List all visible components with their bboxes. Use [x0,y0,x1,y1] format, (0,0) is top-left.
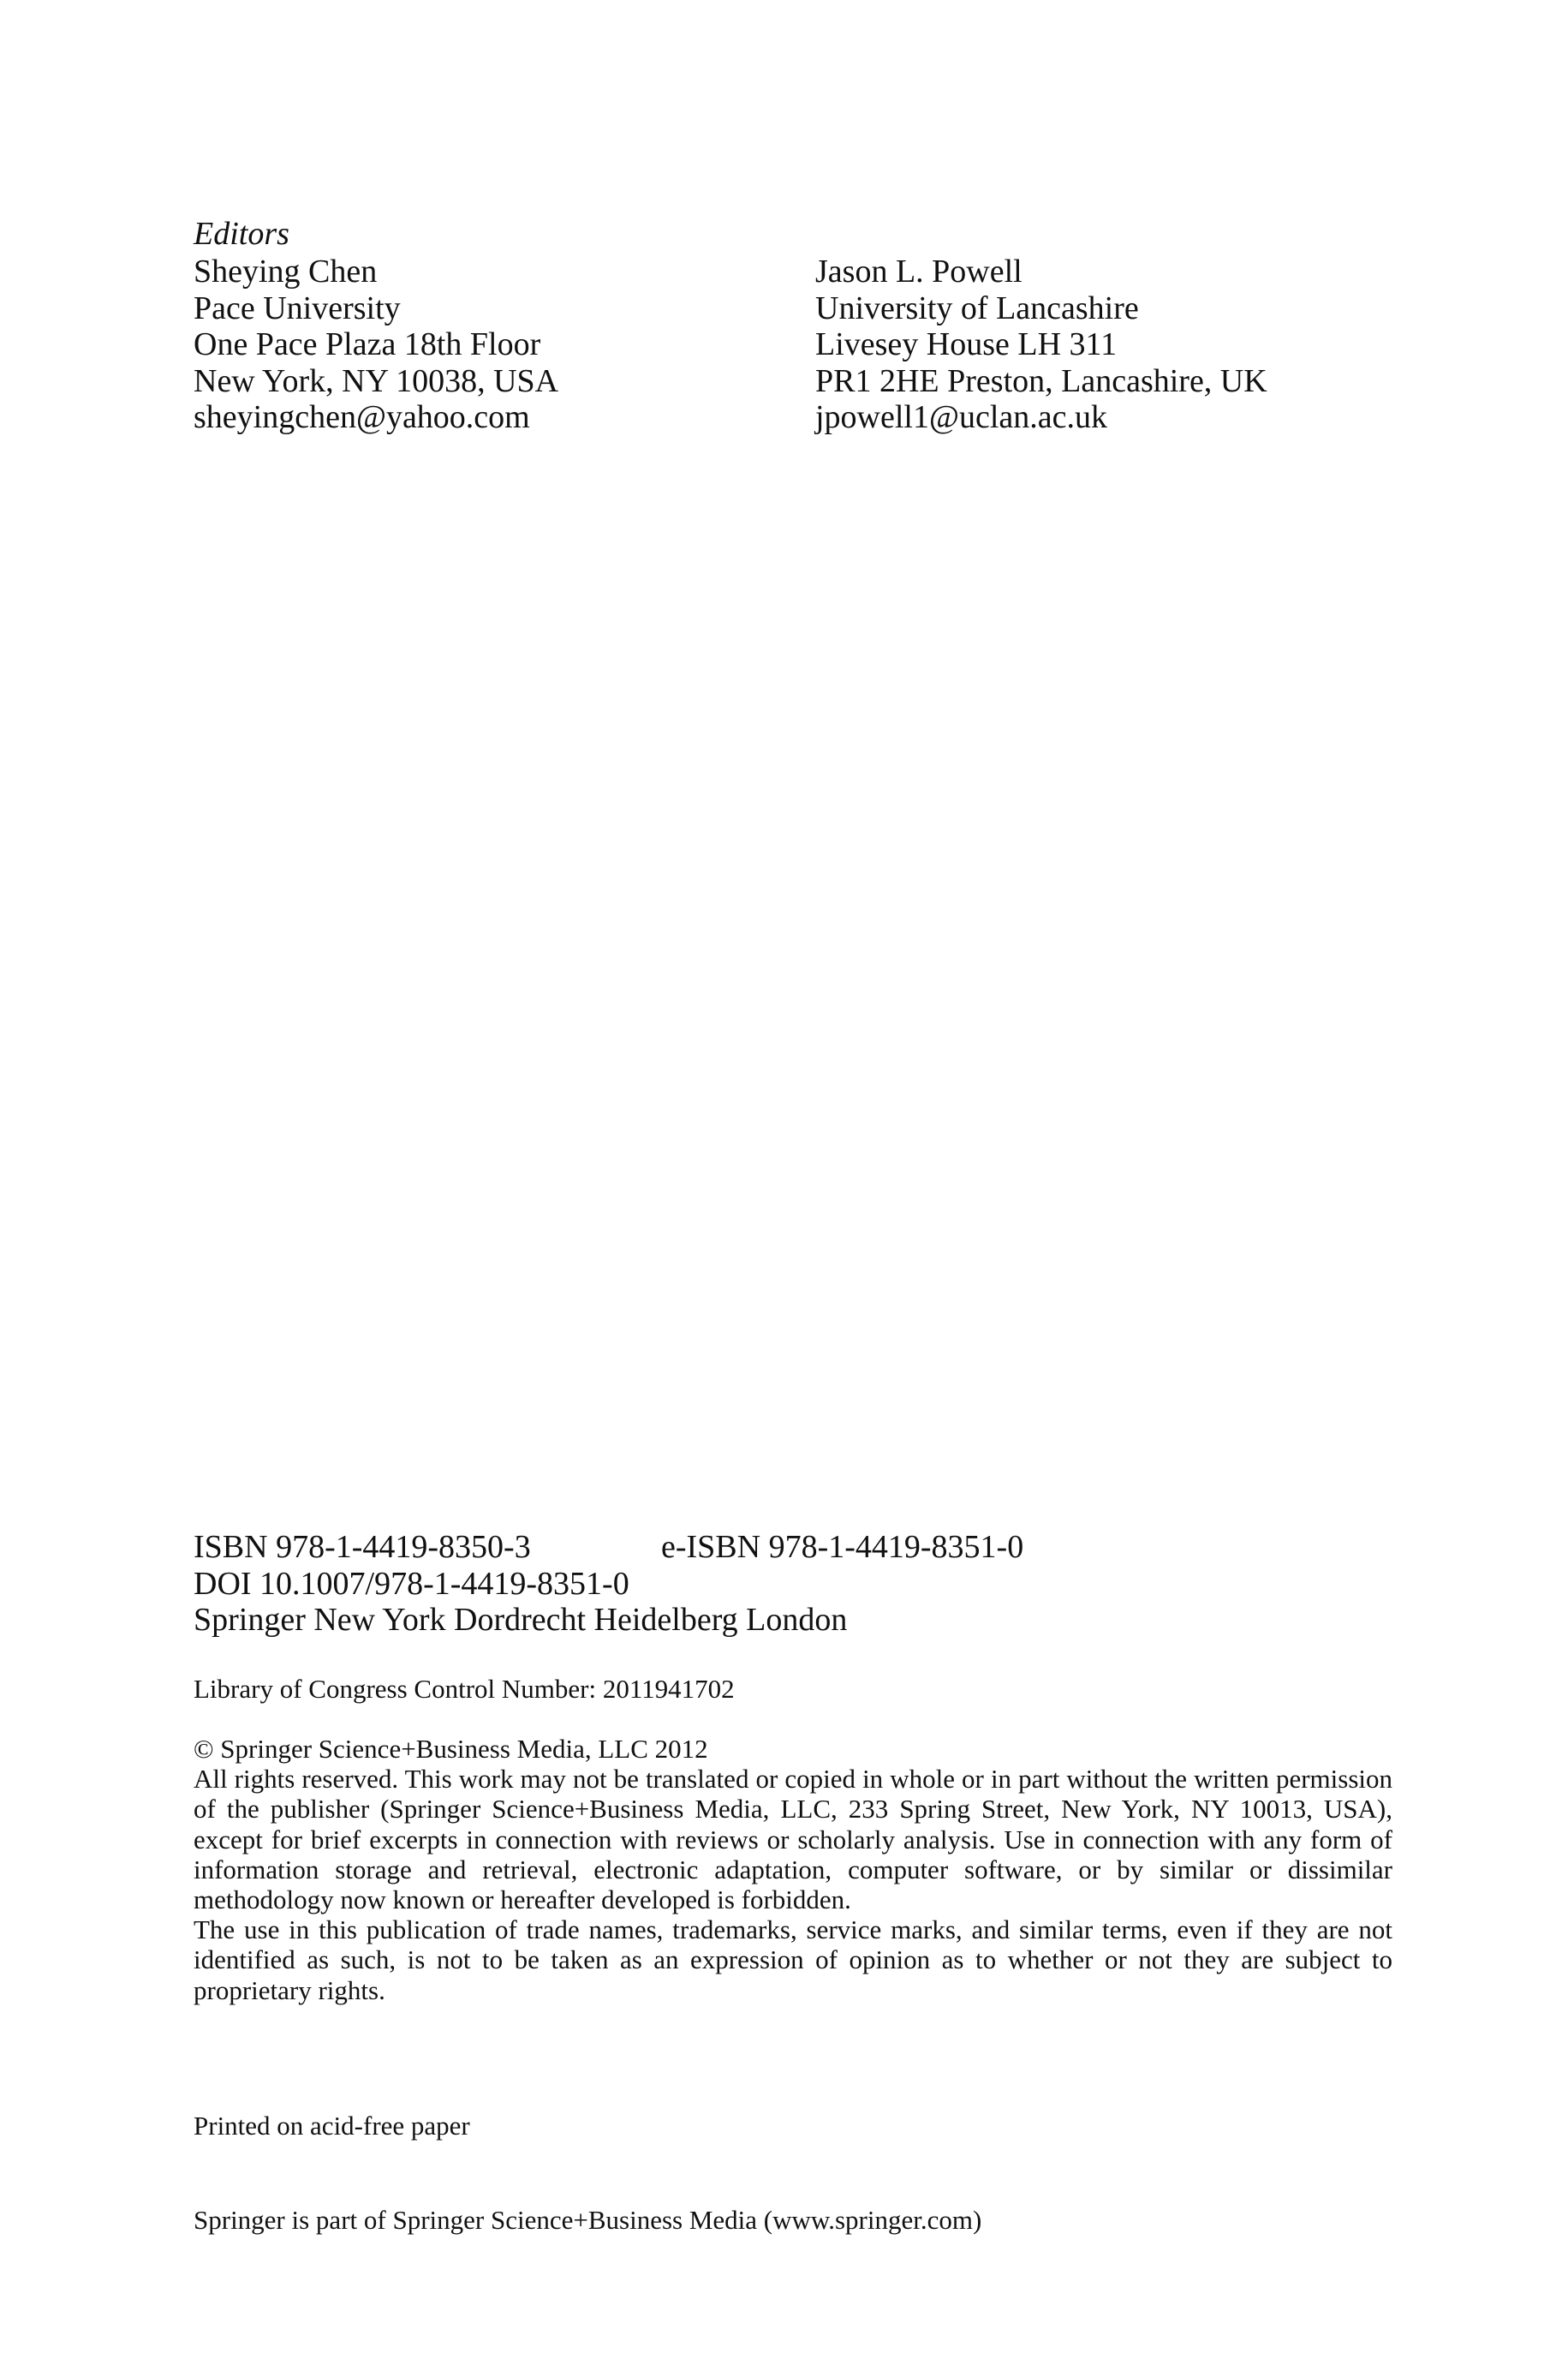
printed-note: Printed on acid-free paper [194,2111,470,2141]
editor-email: sheyingchen@yahoo.com [194,399,530,435]
editor-affiliation: Pace University [194,290,401,326]
springer-part-note: Springer is part of Springer Science+Business Media (www.springer.com) [194,2205,982,2235]
publisher-line: Springer New York Dordrecht Heidelberg London [194,1602,848,1638]
editor-address-line2: PR1 2HE Preston, Lancashire, UK [815,362,1267,399]
editor-address-line2: New York, NY 10038, USA [194,362,559,399]
rights-notice [194,1734,1392,2005]
lccn: Library of Congress Control Number: 2011941702 [194,1674,735,1704]
copyright-line: © Springer Science+Business Media, LLC 2012 [194,1734,708,1764]
doi: DOI 10.1007/978-1-4419-8351-0 [194,1565,629,1602]
isbn-row [194,1529,1024,1566]
e-isbn: e-ISBN 978-1-4419-8351-0 [661,1529,1024,1565]
editors-heading: Editors [194,216,289,252]
editor-address-line1: Livesey House LH 311 [815,326,1118,362]
editor-right [815,254,1267,436]
editor-email: jpowell1@uclan.ac.uk [815,399,1107,435]
rights-paragraph: All rights reserved. This work may not be translated or copied in whole or in part without the written permission of the publisher (Springer Science+Business Media, LLC, 233 Spring Street, New York, NY 10013, USA), except for brief excerpts in connection with reviews or scholarly analysis. Use in connection with any form of information storage and retrieval, electronic adaptation, computer software, or by similar or dissimilar methodology now known or hereafter developed is forbidden. [194,1764,1392,1915]
editor-name: Jason L. Powell [815,254,1022,290]
editor-name: Sheying Chen [194,254,378,290]
editor-left [194,254,558,436]
bibliographic-info [194,1529,1024,1639]
editor-affiliation: University of Lancashire [815,290,1139,326]
editor-address-line1: One Pace Plaza 18th Floor [194,326,541,362]
trademark-paragraph: The use in this publication of trade names, trademarks, service marks, and similar terms, even if they are not identified as such, is not to be taken as an expression of opinion as to whether or not they are subject to proprietary rights. [194,1914,1392,2005]
isbn: ISBN 978-1-4419-8350-3 [194,1529,531,1565]
